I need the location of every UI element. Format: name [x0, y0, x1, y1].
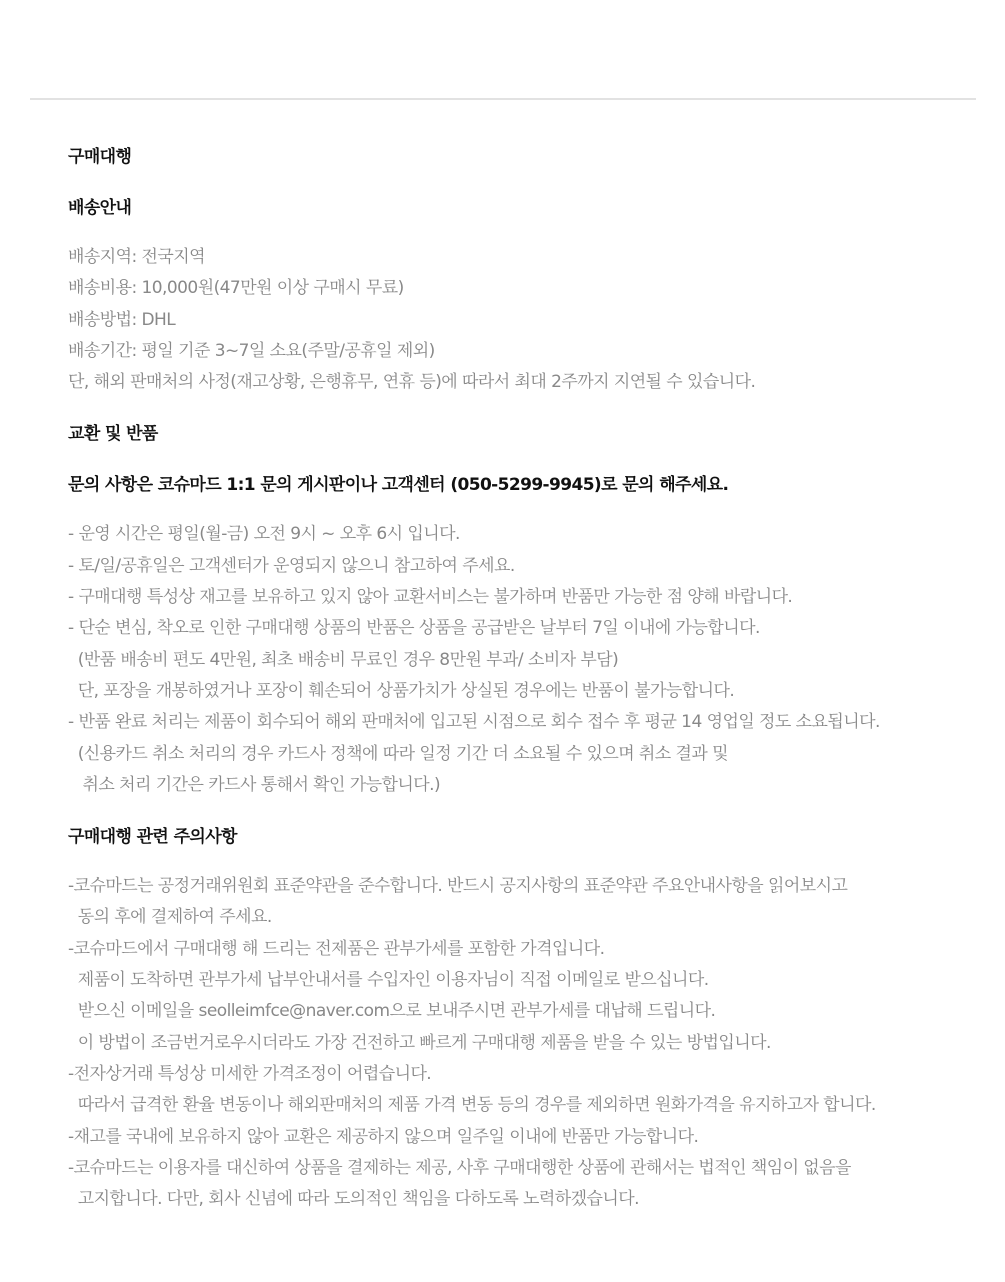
exchange-line: - 단순 변심, 착오로 인한 구매대행 상품의 반품은 상품을 공급받은 날부터 7일 이내에 가능합니다. [68, 618, 760, 639]
shipping-line: 배송비용: 10,000원(47만원 이상 구매시 무료) [68, 278, 404, 299]
notice-line: 따라서 급격한 환율 변동이나 해외판매처의 제품 가격 변동 등의 경우를 제외하면 원화가격을 유지하고자 합니다. [68, 1095, 876, 1116]
shipping-info-list [68, 242, 988, 398]
top-divider [30, 98, 976, 100]
exchange-info-list [68, 519, 988, 801]
exchange-line: 단, 포장을 개봉하였거나 포장이 훼손되어 상품가치가 상실된 경우에는 반품이 불가능합니다. [68, 680, 735, 701]
notice-line: -재고를 국내에 보유하지 않아 교환은 제공하지 않으며 일주일 이내에 반품만 가능합니다. [68, 1126, 699, 1147]
exchange-line: - 구매대행 특성상 재고를 보유하고 있지 않아 교환서비스는 불가하며 반품만 가능한 점 양해 바랍니다. [68, 587, 793, 608]
exchange-heading: 교환 및 반품 [68, 424, 158, 445]
notice-line: 동의 후에 결제하여 주세요. [68, 907, 272, 928]
exchange-line: (신용카드 취소 처리의 경우 카드사 정책에 따라 일정 기간 더 소요될 수 있으며 취소 결과 및 [68, 743, 728, 764]
inquiry-notice: 문의 사항은 코슈마드 1:1 문의 게시판이나 고객센터 (050-5299-9945)로 문의 해주세요. [68, 475, 729, 496]
notice-heading: 구매대행 관련 주의사항 [68, 827, 237, 848]
shipping-line: 배송방법: DHL [68, 309, 176, 330]
section-title: 구매대행 [68, 147, 132, 167]
exchange-line: (반품 배송비 편도 4만원, 최초 배송비 무료인 경우 8만원 부과/ 소비자 부담) [68, 649, 619, 670]
notice-info-list [68, 871, 988, 1215]
policy-content [68, 140, 988, 1215]
shipping-line: 단, 해외 판매처의 사정(재고상황, 은행휴무, 연휴 등)에 따라서 최대 2주까지 지연될 수 있습니다. [68, 372, 756, 393]
notice-line: 이 방법이 조금번거로우시더라도 가장 건전하고 빠르게 구매대행 제품을 받을 수 있는 방법입니다. [68, 1032, 771, 1053]
notice-line: -전자상거래 특성상 미세한 가격조정이 어렵습니다. [68, 1063, 432, 1084]
notice-line: -코슈마드는 이용자를 대신하여 상품을 결제하는 제공, 사후 구매대행한 상품에 관해서는 법적인 책임이 없음을 [68, 1157, 851, 1178]
notice-line: -코슈마드는 공정거래위원회 표준약관을 준수합니다. 반드시 공지사항의 표준약관 주요안내사항을 읽어보시고 [68, 876, 848, 897]
shipping-line: 배송지역: 전국지역 [68, 247, 206, 267]
notice-line: 고지합니다. 다만, 회사 신념에 따라 도의적인 책임을 다하도록 노력하겠습니다. [68, 1189, 640, 1210]
shipping-heading: 배송안내 [68, 198, 132, 218]
exchange-line: - 운영 시간은 평일(월-금) 오전 9시 ~ 오후 6시 입니다. [68, 524, 460, 545]
exchange-line: 취소 처리 기간은 카드사 통해서 확인 가능합니다.) [68, 774, 441, 795]
exchange-line: - 토/일/공휴일은 고객센터가 운영되지 않으니 참고하여 주세요. [68, 555, 515, 576]
notice-line: 제품이 도착하면 관부가세 납부안내서를 수입자인 이용자님이 직접 이메일로 받으십니다. [68, 970, 709, 991]
shipping-line: 배송기간: 평일 기준 3~7일 소요(주말/공휴일 제외) [68, 340, 435, 361]
exchange-line: - 반품 완료 처리는 제품이 회수되어 해외 판매처에 입고된 시점으로 회수 접수 후 평균 14 영업일 정도 소요됩니다. [68, 712, 880, 733]
notice-line: -코슈마드에서 구매대행 해 드리는 전제품은 관부가세를 포함한 가격입니다. [68, 938, 605, 959]
notice-line: 받으신 이메일을 seolleimfce@naver.com으로 보내주시면 관부가세를 대납해 드립니다. [68, 1001, 716, 1022]
